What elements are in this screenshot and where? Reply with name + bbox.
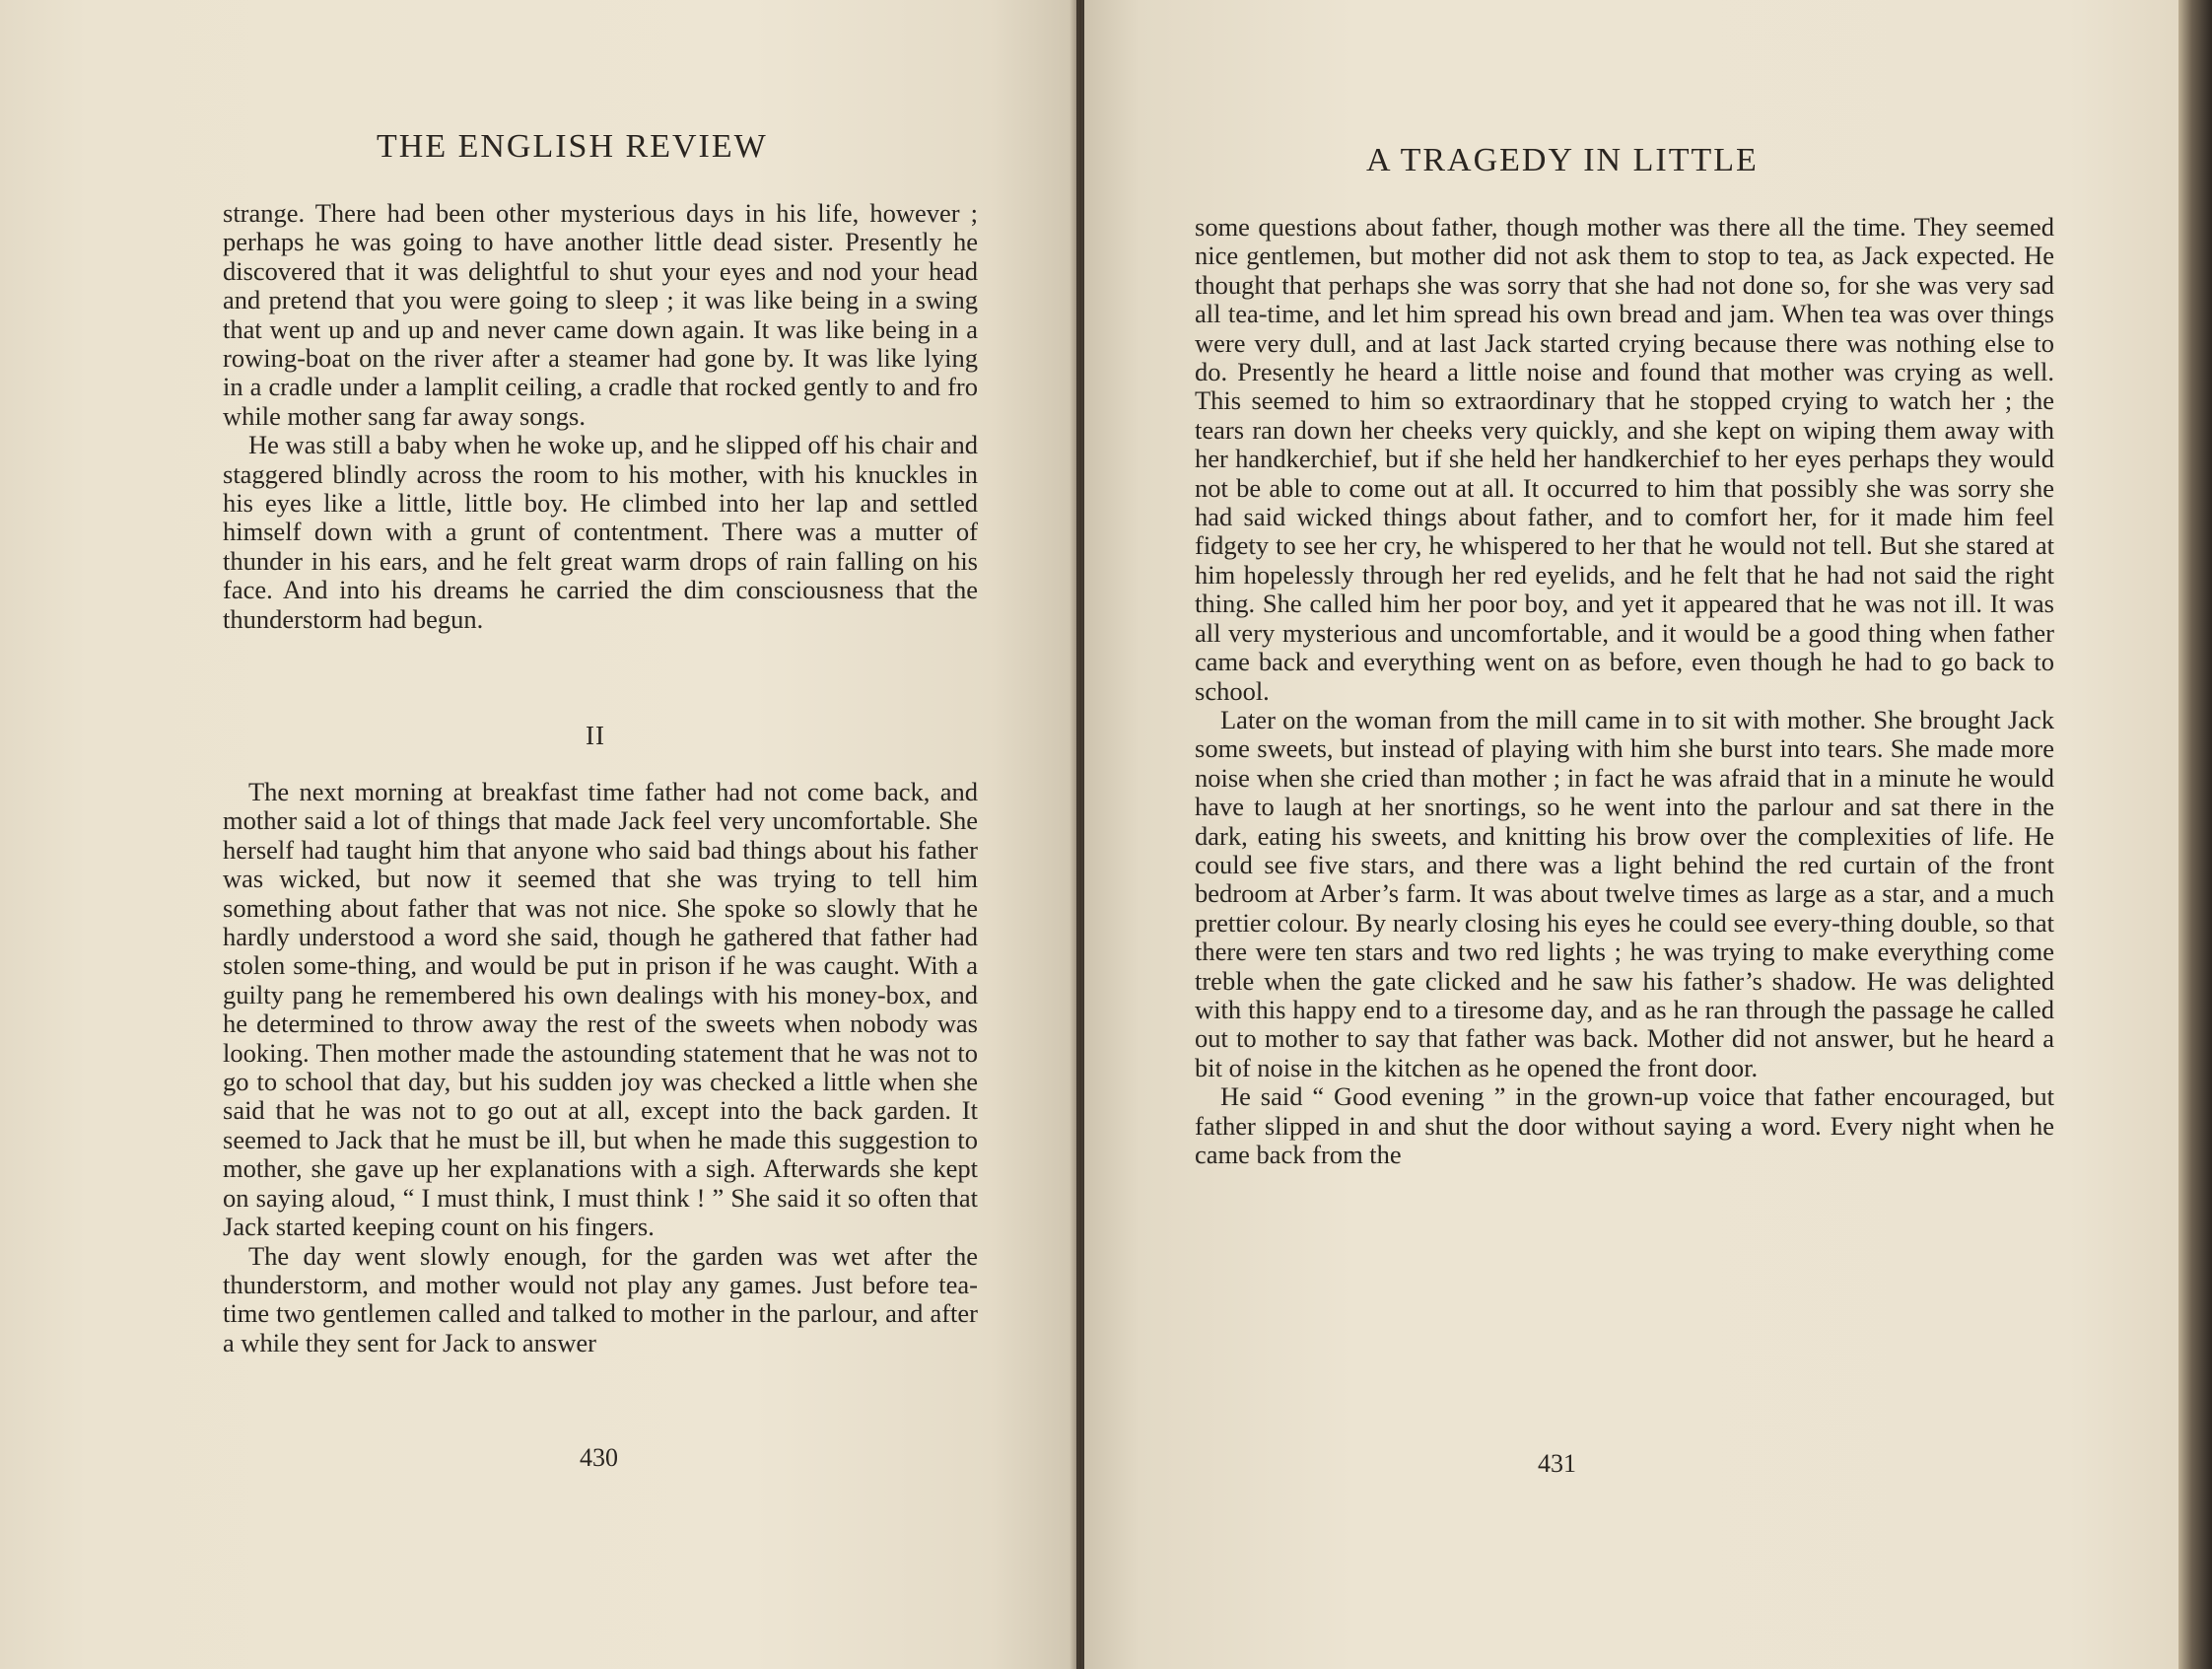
- right-page: [1084, 0, 2178, 1669]
- right-running-head: A TRAGEDY IN LITTLE: [1366, 142, 1759, 178]
- page-number: 430: [580, 1443, 618, 1472]
- paragraph: some questions about father, though mother was there all the time. They seemed nice gentlemen, but mother did not ask them to stop to tea, as Jack expected. He thought that perhaps she was sorry that she had not done so, for she was very sad all tea-time, and let him spread his own bread and jam. When tea was over things were very dull, and at last Jack started crying because there was nothing else to do. Presently he heard a little noise and found that mother was crying as well. This seemed to him so extraordinary that he stopped crying to watch her ; the tears ran down her cheeks very quickly, and she kept on wiping them away with her handkerchief, but if she held her handkerchief to her eyes perhaps they would not be able to come out at all. It occurred to him that possibly she was sorry she had said wicked things about father, and to comfort her, for it made him feel fidgety to see her cry, he whispered to her that he would not tell. But she stared at him hopelessly through her red eyelids, and he felt that he had not said the right thing. She called him her poor boy, and yet it appeared that he was not ill. It was all very mysterious and uncomfortable, and it would be a good thing when father came back and everything went on as before, even though he had to go back to school.: [1195, 212, 2054, 706]
- page-number: 431: [1538, 1449, 1576, 1478]
- left-text-lower: [223, 778, 978, 1357]
- paragraph: He said “ Good evening ” in the grown-up voice that father encouraged, but father slipped in and shut the door without saying a word. Every night when he came back from the: [1195, 1081, 2054, 1169]
- paragraph: The day went slowly enough, for the garden was wet after the thunderstorm, and mother would not play any games. Just before tea-time two gentlemen called and talked to mother in the parlour, and after a while they sent for Jack to answer: [223, 1240, 978, 1357]
- left-running-head: THE ENGLISH REVIEW: [377, 128, 768, 165]
- book-edge: [2178, 0, 2212, 1669]
- paragraph: He was still a baby when he woke up, and he slipped off his chair and staggered blindly across the room to his mother, with his knuckles in his eyes like a little, little boy. He climbed into her lap and settled himself down with a grunt of contentment. There was a mutter of thunder in his ears, and he felt great warm drops of rain falling on his face. And into his dreams he carried the dim consciousness that the thunderstorm had begun.: [223, 430, 978, 634]
- left-text-upper: [223, 199, 978, 634]
- paragraph: The next morning at breakfast time father had not come back, and mother said a lot of things that made Jack feel very uncomfortable. She herself had taught him that anyone who said bad things about his father was wicked, but now it seemed that she was trying to tell him something about father that was not nice. She spoke so slowly that he hardly understood a word she said, though he gathered that father had stolen some-thing, and would be put in prison if he was caught. With a guilty pang he remembered his own dealings with his money-box, and he determined to throw away the rest of the sweets when nobody was looking. Then mother made the astounding statement that he was not to go to school that day, but his sudden joy was checked a little when she said that he was not to go out at all, except into the back garden. It seemed to Jack that he must be ill, but when he made this suggestion to mother, she gave up her explanations with a sigh. Afterwards she kept on saying aloud, “ I must think, I must think ! ” She said it so often that Jack started keeping count on his fingers.: [223, 777, 978, 1242]
- section-number: II: [586, 721, 605, 750]
- paragraph: strange. There had been other mysterious days in his life, however ; perhaps he was going to have another little dead sister. Presently he discovered that it was delightful to shut your eyes and nod your head and pretend that you were going to sleep ; it was like being in a swing that went up and up and never came down again. It was like being in a rowing-boat on the river after a steamer had gone by. It was like lying in a cradle under a lamplit ceiling, a cradle that rocked gently to and fro while mother sang far away songs.: [223, 198, 978, 431]
- right-text: [1195, 213, 2054, 1169]
- left-page: [0, 0, 1076, 1669]
- paragraph: Later on the woman from the mill came in to sit with mother. She brought Jack some sweets, but instead of playing with him she burst into tears. She made more noise when she cried than mother ; in fact he was afraid that in a minute he would have to laugh at her snortings, so he went into the parlour and sat there in the dark, eating his sweets, and knitting his brow over the complexities of life. He could see five stars, and there was a light behind the red curtain of the front bedroom at Arber’s farm. It was about twelve times as large as a star, and a much prettier colour. By nearly closing his eyes he could see every-thing double, so that there were ten stars and two red lights ; he was trying to make everything come treble when the gate clicked and he saw his father’s shadow. He was delighted with this happy end to a tiresome day, and as he ran through the passage he called out to mother to say that father was back. Mother did not answer, but he heard a bit of noise in the kitchen as he opened the front door.: [1195, 704, 2054, 1082]
